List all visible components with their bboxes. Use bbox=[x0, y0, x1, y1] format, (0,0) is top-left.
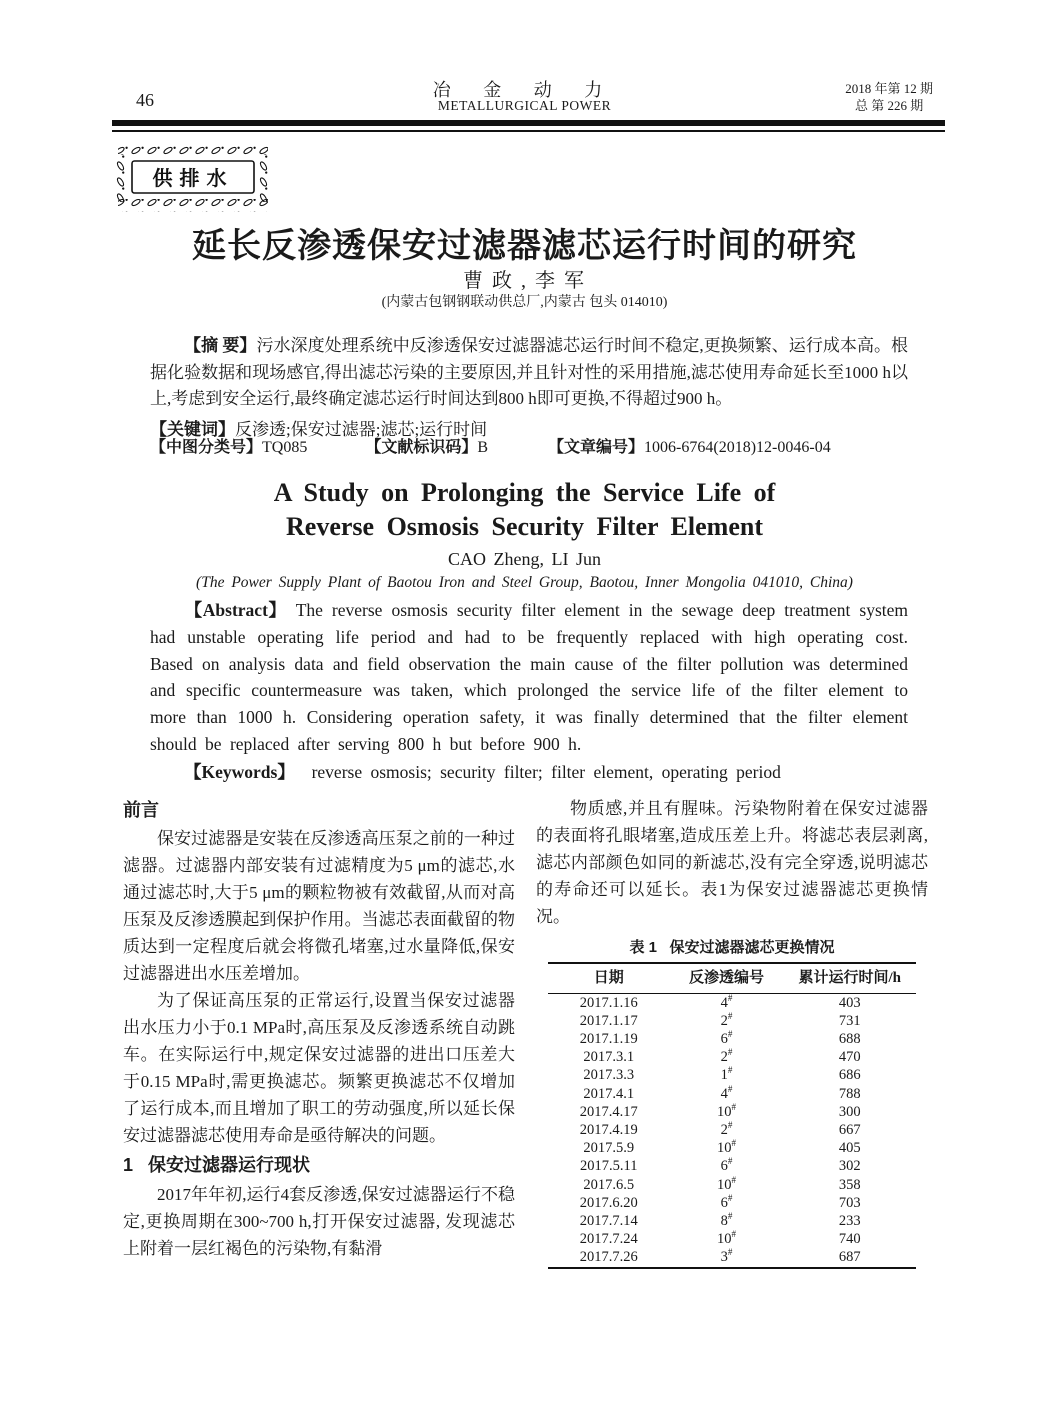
article-title-en-line1: A Study on Prolonging the Service Life of bbox=[273, 478, 776, 507]
header-rule-thin bbox=[112, 130, 945, 132]
ro-number-cell: 6# bbox=[720, 1192, 733, 1211]
col-header-date: 日期 bbox=[548, 963, 669, 993]
affiliation-en: (The Power Supply Plant of Baotou Iron and Steel Group, Baotou, Inner Mongolia 041010, China) bbox=[196, 574, 853, 591]
body-column-left bbox=[123, 795, 515, 1262]
right-paragraph-1: 物质感,并且有腥味。污染物附着在保安过滤器的表面将孔眼堵塞,造成压差上升。将滤芯表层剥离,滤芯内部颜色如同的新滤芯,没有完全穿透,说明滤芯的寿命还可以延长。表1为保安过滤器滤芯更换情况。 bbox=[536, 799, 928, 926]
classification-line bbox=[150, 434, 908, 457]
ro-number-cell: 8# bbox=[720, 1211, 733, 1229]
ro-number-cell: 4# bbox=[720, 1083, 733, 1102]
vine-right bbox=[259, 154, 272, 202]
hours-cell: 403 bbox=[838, 994, 861, 1011]
doc-code-label: 【文献标识码】 bbox=[365, 439, 478, 456]
table-body bbox=[548, 993, 916, 1268]
authors-cn: 曹 政 , 李 军 bbox=[463, 270, 586, 292]
abstract-cn-label: 【摘 要】 bbox=[184, 336, 257, 355]
clc-value: TQ085 bbox=[262, 439, 308, 456]
col-header-hours: 累计运行时间/h bbox=[784, 963, 916, 993]
abstract-en-label: 【Abstract】 bbox=[184, 600, 287, 620]
hours-cell: 405 bbox=[838, 1140, 861, 1157]
hours-cell: 358 bbox=[838, 1176, 861, 1193]
article-title-cn: 延长反渗透保安过滤器滤芯运行时间的研究 bbox=[192, 228, 857, 265]
hours-cell: 233 bbox=[838, 1212, 861, 1229]
authors-en: CAO Zheng, LI Jun bbox=[448, 549, 601, 569]
table-row bbox=[548, 1121, 916, 1139]
vine-bottom bbox=[118, 199, 268, 212]
issue-line1: 2018 年第 12 期 bbox=[845, 81, 933, 96]
table-header-row bbox=[548, 963, 916, 993]
date-cell: 2017.1.17 bbox=[579, 1012, 638, 1029]
keywords-en bbox=[184, 759, 908, 784]
date-cell: 2017.1.19 bbox=[579, 1030, 638, 1047]
hours-cell: 300 bbox=[838, 1103, 861, 1120]
table-head bbox=[548, 963, 916, 993]
date-cell: 2017.4.17 bbox=[579, 1103, 638, 1120]
ro-number-cell: 6# bbox=[720, 1029, 733, 1047]
table-row bbox=[548, 1085, 916, 1103]
ro-number-cell: 10# bbox=[716, 1138, 736, 1157]
section1-heading: 1 保安过滤器运行现状 bbox=[123, 1155, 311, 1175]
table-row bbox=[548, 1230, 916, 1248]
date-cell: 2017.5.11 bbox=[579, 1158, 638, 1175]
intro-paragraph-1: 保安过滤器是安装在反渗透高压泵之前的一种过滤器。过滤器内部安装有过滤精度为5 μm的滤芯,水通过滤芯时,大于5 μm的颗粒物被有效截留,从而对高压泵及反渗透膜起到保护作用。当滤芯表面截留的物质达到一定程度后就会将微孔堵塞,过水量降低,保安过滤器进出水压差增加。 bbox=[123, 829, 515, 983]
date-cell: 2017.7.14 bbox=[579, 1212, 638, 1229]
issue-line2: 总 第 226 期 bbox=[854, 98, 924, 113]
column-tag-label: 供排水 bbox=[152, 168, 234, 190]
hours-cell: 703 bbox=[838, 1194, 861, 1211]
table-row bbox=[548, 1103, 916, 1121]
ro-number-cell: 1# bbox=[720, 1065, 733, 1084]
table-row bbox=[548, 993, 916, 1012]
page-number: 46 bbox=[136, 90, 154, 110]
table-row bbox=[548, 1212, 916, 1230]
date-cell: 2017.1.16 bbox=[579, 994, 638, 1011]
section1-paragraph-1: 2017年年初,运行4套反渗透,保安过滤器运行不稳定,更换周期在300~700 h,打开保安过滤器, 发现滤芯上附着一层红褐色的污染物,有黏滑 bbox=[123, 1185, 515, 1258]
journal-title-en: METALLURGICAL POWER bbox=[437, 98, 612, 113]
ro-number-cell: 2# bbox=[720, 1047, 733, 1066]
body-column-right bbox=[536, 795, 928, 1269]
date-cell: 2017.7.24 bbox=[579, 1231, 638, 1248]
hours-cell: 667 bbox=[838, 1121, 861, 1138]
table-row bbox=[548, 1176, 916, 1194]
date-cell: 2017.3.3 bbox=[583, 1067, 635, 1084]
abstract-en-text: The reverse osmosis security filter element in the sewage deep treatment system had unstable operating life period and had to be frequently replaced with high operating cost. Based on analysis data and field observation the main cause of the filter pollution was determined and specific countermeasure was taken, which prolonged the service life of the filter element to more than 1000 h. Considering operation safety, it was finally determined that the filter element should be replaced after serving 800 h but before 900 h. bbox=[150, 600, 909, 754]
date-cell: 2017.6.20 bbox=[579, 1194, 638, 1211]
header-rule-thick bbox=[112, 120, 945, 126]
ro-number-cell: 10# bbox=[716, 1174, 736, 1193]
ro-number-cell: 10# bbox=[716, 1101, 736, 1120]
abstract-cn bbox=[150, 333, 908, 413]
article-id-value: 1006-6764(2018)12-0046-04 bbox=[644, 439, 831, 456]
table-row bbox=[548, 1066, 916, 1084]
intro-paragraph-2: 为了保证高压泵的正常运行,设置当保安过滤器出水压力小于0.1 MPa时,高压泵及反渗透系统自动跳车。在实际运行中,规定保安过滤器的进出口压差大于0.15 MPa时,需更换滤芯。频繁更换滤芯不仅增加了运行成本,而且增加了职工的劳动强度,所以延长保安过滤器滤芯使用寿命是亟待解决的问题。 bbox=[123, 991, 515, 1145]
date-cell: 2017.4.1 bbox=[583, 1085, 635, 1102]
hours-cell: 470 bbox=[838, 1049, 861, 1066]
intro-heading: 前言 bbox=[123, 800, 159, 820]
hours-cell: 302 bbox=[838, 1158, 861, 1175]
filter-replacement-table bbox=[548, 962, 916, 1269]
hours-cell: 788 bbox=[838, 1085, 861, 1102]
issue-info bbox=[845, 80, 933, 114]
hours-cell: 687 bbox=[838, 1249, 861, 1266]
date-cell: 2017.7.26 bbox=[579, 1249, 638, 1266]
date-cell: 2017.6.5 bbox=[583, 1176, 635, 1193]
hours-cell: 731 bbox=[838, 1012, 861, 1029]
table-row bbox=[548, 1194, 916, 1212]
keywords-en-text: reverse osmosis; security filter; filter element, operating period bbox=[311, 762, 781, 782]
keywords-en-label: 【Keywords】 bbox=[184, 762, 295, 782]
clc-label: 【中图分类号】 bbox=[150, 439, 263, 456]
date-cell: 2017.5.9 bbox=[583, 1140, 635, 1157]
keywords-cn-label: 【关键词】 bbox=[150, 420, 235, 439]
vine-ornament-frame bbox=[114, 144, 272, 212]
journal-title-cn: 冶 金 动 力 bbox=[432, 80, 617, 100]
date-cell: 2017.3.1 bbox=[583, 1049, 635, 1066]
table-row bbox=[548, 1030, 916, 1048]
vine-top bbox=[118, 144, 268, 157]
ro-number-cell: 10# bbox=[716, 1229, 736, 1248]
doc-code-value: B bbox=[477, 439, 489, 456]
hours-cell: 686 bbox=[838, 1067, 861, 1084]
table-row bbox=[548, 1012, 916, 1030]
abstract-cn-text: 污水深度处理系统中反渗透保安过滤器滤芯运行时间不稳定,更换频繁、运行成本高。根据化验数据和现场感官,得出滤芯污染的主要原因,并且针对性的采用措施,滤芯使用寿命延长至1000 h以上,考虑到安全运行,最终确定滤芯运行时间达到800 h即可更换,不得超过900 h。 bbox=[150, 336, 909, 409]
keywords-cn-text: 反渗透;保安过滤器;滤芯;运行时间 bbox=[235, 420, 488, 439]
table-row bbox=[548, 1048, 916, 1066]
abstract-en bbox=[150, 597, 908, 758]
table-row bbox=[548, 1248, 916, 1267]
column-tag-badge bbox=[114, 144, 272, 217]
hours-cell: 688 bbox=[838, 1030, 861, 1047]
article-title-en-line2: Reverse Osmosis Security Filter Element bbox=[286, 512, 763, 541]
date-cell: 2017.4.19 bbox=[579, 1121, 638, 1138]
affiliation-cn: (内蒙古包钢钢联动供总厂,内蒙古 包头 014010) bbox=[381, 295, 668, 310]
ro-number-cell: 2# bbox=[720, 1010, 733, 1029]
col-header-ro-number: 反渗透编号 bbox=[669, 963, 783, 993]
ro-number-cell: 6# bbox=[720, 1156, 733, 1175]
table-row bbox=[548, 1139, 916, 1157]
ro-number-cell: 3# bbox=[720, 1247, 733, 1266]
hours-cell: 740 bbox=[838, 1231, 861, 1248]
article-id-label: 【文章编号】 bbox=[548, 439, 645, 456]
ro-number-cell: 2# bbox=[720, 1120, 733, 1138]
vine-left bbox=[114, 154, 127, 202]
table1-caption: 表 1 保安过滤器滤芯更换情况 bbox=[629, 939, 835, 956]
ro-number-cell: 4# bbox=[720, 992, 733, 1011]
table-row bbox=[548, 1157, 916, 1175]
